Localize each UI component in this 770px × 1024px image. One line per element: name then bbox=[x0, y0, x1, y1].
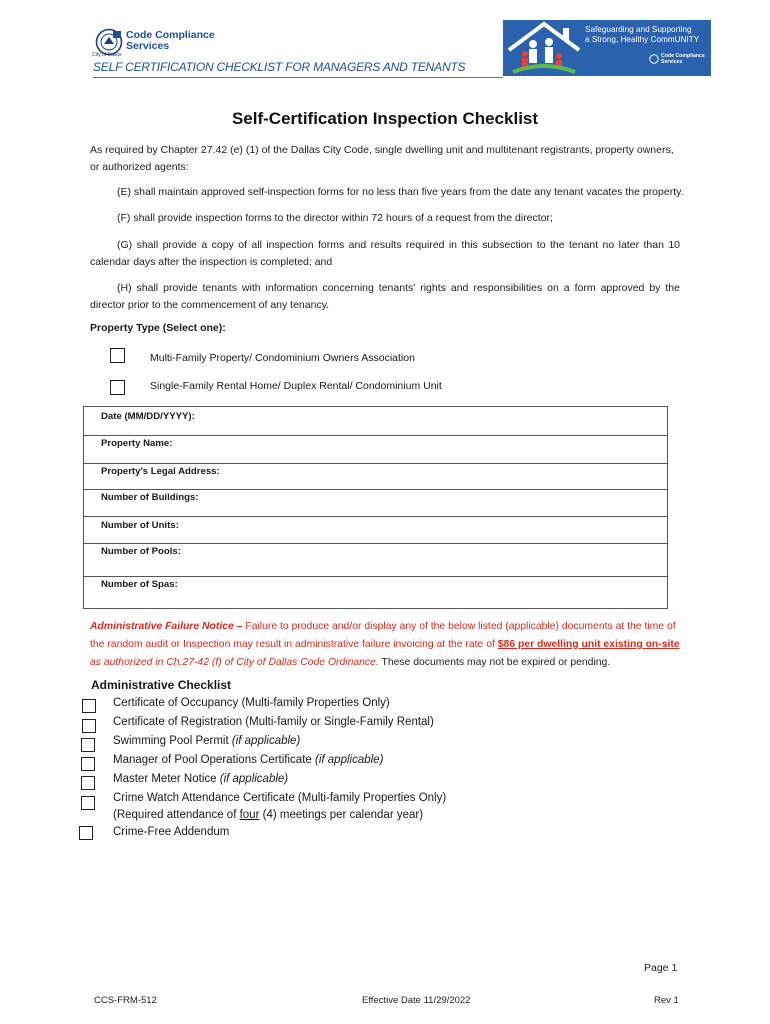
requirement-f: (F) shall provide inspection forms to the director within 72 hours of a request from the director; bbox=[117, 212, 553, 224]
buildings-row[interactable] bbox=[84, 489, 667, 517]
requirement-e: (E) shall maintain approved self-inspection forms for no less than five years from the date any tenant vacates the property. bbox=[117, 186, 684, 198]
notice-authority: as authorized in Ch.27-42 (f) of City of Dallas Code Ordinance. bbox=[90, 657, 379, 668]
property-info-table bbox=[83, 406, 668, 609]
property-name-row[interactable] bbox=[84, 435, 667, 464]
legal-address-row[interactable] bbox=[84, 463, 667, 490]
checklist-checkbox-crime-free[interactable] bbox=[79, 826, 93, 840]
notice-heading: Administrative Failure Notice – bbox=[90, 621, 243, 632]
property-name-field-label: Property Name: bbox=[101, 438, 173, 449]
date-field-label: Date (MM/DD/YYYY): bbox=[101, 411, 195, 422]
checklist-checkbox-master-meter[interactable] bbox=[81, 776, 95, 790]
notice-text: Failure to produce and/or display any of the below listed (applicable) documents at the time of the random audit or Inspection may result in administrative failure invoicing at the rate of bbox=[90, 621, 676, 650]
property-type-multifamily-checkbox[interactable] bbox=[110, 348, 125, 363]
subtitle-divider bbox=[93, 77, 503, 78]
spas-field-label: Number of Spas: bbox=[101, 579, 178, 590]
checklist-checkbox-registration[interactable] bbox=[82, 719, 96, 733]
spas-row[interactable] bbox=[84, 576, 667, 608]
notice-validity: These documents may not be expired or pending. bbox=[381, 657, 611, 668]
property-type-singlefamily-checkbox[interactable] bbox=[110, 380, 125, 395]
city-logo bbox=[92, 24, 235, 60]
mini-seal-icon bbox=[649, 54, 659, 64]
checklist-item-crime-watch: Crime Watch Attendance Certificate (Multi-family Properties Only) bbox=[113, 792, 447, 804]
checklist-item-registration: Certificate of Registration (Multi-family or Single-Family Rental) bbox=[113, 716, 434, 728]
banner-tagline: Safeguarding and Supporting a Strong, Healthy CommUNITY bbox=[585, 25, 700, 44]
legal-address-field-label: Property's Legal Address: bbox=[101, 466, 220, 477]
family-house-icon bbox=[503, 20, 585, 76]
pools-field-label: Number of Pools: bbox=[101, 546, 181, 557]
checklist-item-pool-operations: Manager of Pool Operations Certificate (if applicable) bbox=[113, 754, 384, 766]
checklist-checkbox-occupancy[interactable] bbox=[82, 699, 96, 713]
units-row[interactable] bbox=[84, 516, 667, 544]
effective-date: Effective Date 11/29/2022 bbox=[362, 995, 471, 1006]
checklist-checkbox-crime-watch[interactable] bbox=[81, 796, 95, 810]
intro-paragraph: As required by Chapter 27.42 (e) (1) of the Dallas City Code, single dwelling unit and multitenant registrants, property owners, or authorized agents: bbox=[90, 144, 674, 173]
buildings-field-label: Number of Buildings: bbox=[101, 492, 199, 503]
date-row[interactable] bbox=[84, 407, 667, 436]
org-name: Code Compliance Services bbox=[126, 29, 215, 52]
seal-caption: City of Dallas bbox=[92, 52, 122, 58]
property-type-multifamily-label: Multi-Family Property/ Condominium Owners Association bbox=[150, 352, 415, 364]
form-id: CCS-FRM-512 bbox=[94, 995, 157, 1006]
checklist-title: Administrative Checklist bbox=[91, 678, 232, 692]
banner-mini-logo: Code Compliance Services bbox=[649, 53, 709, 67]
community-banner bbox=[503, 20, 711, 76]
checklist-checkbox-pool-operations[interactable] bbox=[81, 757, 95, 771]
property-type-singlefamily-label: Single-Family Rental Home/ Duplex Rental/ Condominium Unit bbox=[150, 380, 442, 392]
document-title: Self-Certification Inspection Checklist bbox=[231, 109, 539, 128]
checklist-checkbox-pool-permit[interactable] bbox=[81, 738, 95, 752]
requirement-h: (H) shall provide tenants with information concerning tenants' rights and responsibilities on a form approved by the director prior to the commencement of any tenancy. bbox=[90, 282, 680, 311]
crime-watch-requirement-note: (Required attendance of four (4) meetings per calendar year) bbox=[113, 809, 424, 821]
notice-rate: $86 per dwelling unit existing on-site bbox=[497, 639, 680, 650]
units-field-label: Number of Units: bbox=[101, 520, 179, 531]
checklist-item-crime-free: Crime-Free Addendum bbox=[113, 826, 230, 838]
page-number: Page 1 bbox=[644, 962, 678, 974]
revision: Rev 1 bbox=[654, 995, 679, 1006]
requirement-g: (G) shall provide a copy of all inspection forms and results required in this subsection to the tenant no later than 10 calendar days after the inspection is completed; and bbox=[90, 239, 680, 268]
checklist-item-occupancy: Certificate of Occupancy (Multi-family Properties Only) bbox=[113, 697, 390, 709]
pools-row[interactable] bbox=[84, 543, 667, 577]
administrative-failure-notice bbox=[90, 618, 682, 672]
checklist-item-pool-permit: Swimming Pool Permit (if applicable) bbox=[113, 735, 301, 747]
property-type-label: Property Type (Select one): bbox=[90, 322, 226, 334]
page-subtitle: SELF CERTIFICATION CHECKLIST FOR MANAGERS AND TENANTS bbox=[93, 60, 466, 74]
checklist-item-master-meter: Master Meter Notice (if applicable) bbox=[113, 773, 289, 785]
